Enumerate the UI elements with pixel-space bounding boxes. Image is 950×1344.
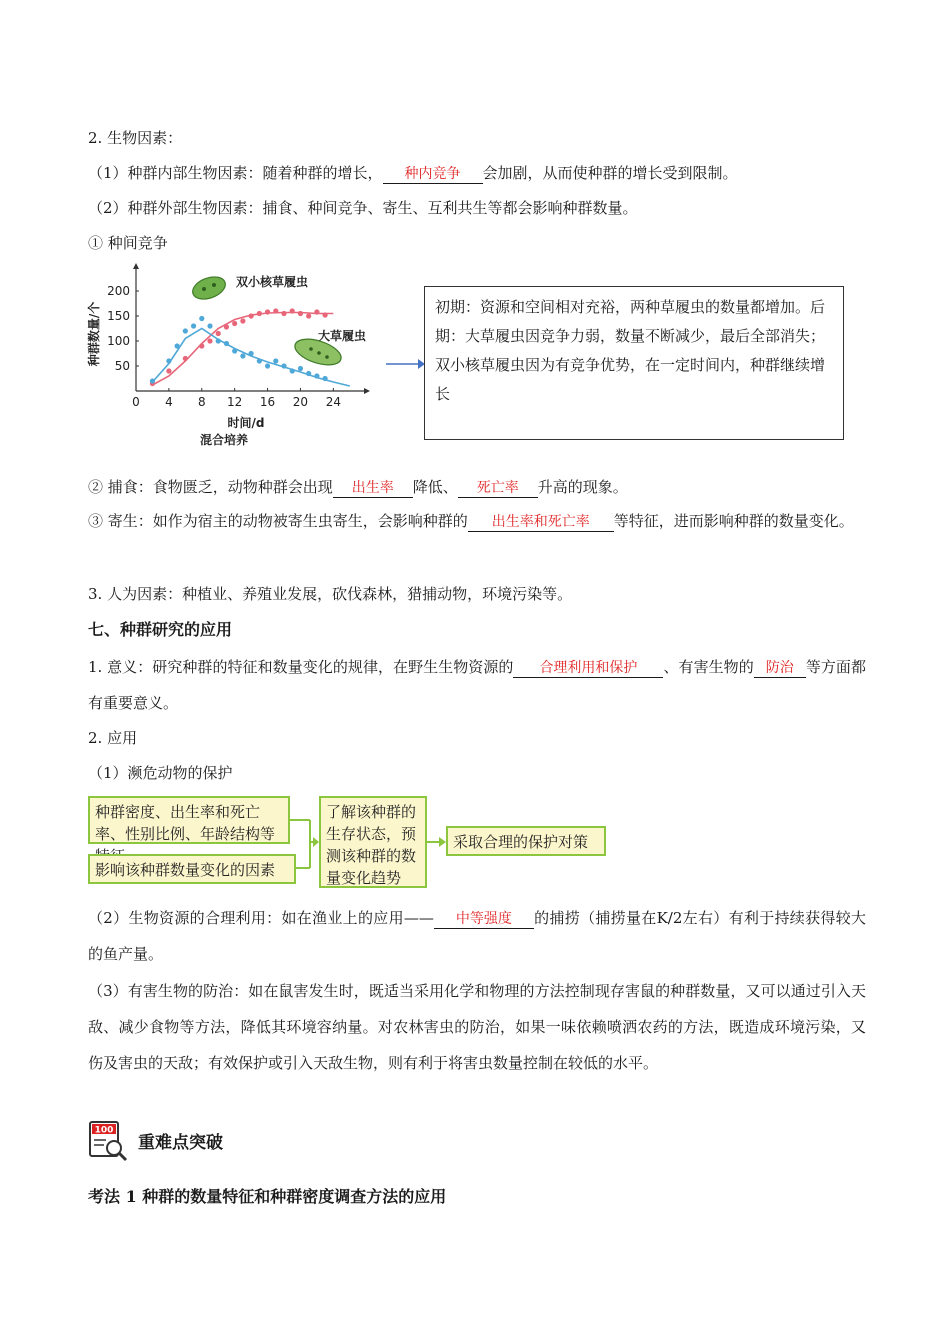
small-paramecium-icon: [190, 273, 229, 303]
data-point-0: [281, 311, 286, 316]
section3-line: 3. 人为因素：种植业、养殖业发展，砍伐森林，猎捕动物，环境污染等。: [88, 585, 573, 603]
competition-callout: 初期：资源和空间相对充裕，两种草履虫的数量都增加。后期：大草履虫因竞争力弱，数量不断减少，最后全部消失；双小核草履虫因为有竞争优势，在一定时间内，种群继续增长: [424, 286, 844, 440]
blank-moderate-intensity: 中等强度: [434, 910, 534, 929]
y-tick-label: 200: [107, 284, 130, 298]
data-point-1: [175, 343, 180, 348]
data-point-0: [298, 311, 303, 316]
x-axis-arrow: [364, 388, 370, 394]
data-point-1: [207, 323, 212, 328]
meaning-para: [88, 649, 866, 721]
data-point-1: [323, 376, 328, 381]
x-tick-label: 16: [259, 395, 276, 409]
data-point-1: [199, 316, 204, 321]
predation-prefix: ② 捕食：食物匮乏，动物种群会出现: [88, 478, 333, 496]
data-point-1: [232, 348, 237, 353]
x-tick-label: 24: [325, 395, 341, 409]
x-axis-label: 时间/d: [227, 416, 265, 430]
y-axis-arrow: [133, 263, 139, 269]
meaning-mid: 、有害生物的: [663, 658, 754, 676]
data-point-0: [323, 312, 328, 317]
data-point-0: [224, 324, 229, 329]
competition-chart: [86, 262, 386, 457]
fishery-para: [88, 900, 866, 972]
exam-method-1: 考法 1 种群的数量特征和种群密度调查方法的应用: [88, 1187, 447, 1206]
flow-box-features: 种群密度、出生率和死亡率、性别比例、年龄结构等: [88, 796, 290, 844]
data-point-0: [216, 331, 221, 336]
pest-control-para: （3）有害生物的防治：如在鼠害发生时，既适当采用化学和物理的方法控制现存害鼠的种群数量，又可以通过引入天敌、减少食物等方法，降低其环境容纳量。对农林害虫的防治，如果一味依赖喷洒农药的方法，既造成环境污染，又伤及害虫的天敌；有效保护或引入天敌生物，则有利于将害虫数量控制在较低的水平。: [88, 982, 866, 1072]
data-point-0: [290, 308, 295, 313]
data-point-0: [257, 311, 262, 316]
blank-intraspecific: 种内竞争: [383, 165, 483, 184]
flow-box-strategy: 采取合理的保护对策: [446, 826, 606, 856]
data-point-0: [207, 338, 212, 343]
blank-control: 防治: [754, 659, 806, 678]
data-point-1: [183, 328, 188, 333]
endangered-title: （1）濒危动物的保护: [88, 764, 233, 782]
data-point-0: [273, 308, 278, 313]
x-tick-label: 0: [132, 395, 140, 409]
chart-caption: 混合培养: [199, 433, 249, 447]
icon-score-text: 100: [94, 1125, 114, 1136]
section7-heading: 七、种群研究的应用: [88, 620, 233, 639]
blank-death-rate: 死亡率: [458, 479, 538, 498]
data-point-0: [249, 313, 254, 318]
data-point-1: [306, 371, 311, 376]
meaning-prefix: 1. 意义：研究种群的特征和数量变化的规律，在野生生物资源的: [88, 658, 514, 676]
predation-mid: 降低、: [412, 478, 458, 496]
data-point-0: [199, 343, 204, 348]
p1-line: [88, 162, 738, 184]
breakthrough-heading: 重难点突破: [138, 1133, 223, 1153]
data-point-0: [232, 321, 237, 326]
flow-arrows: [290, 796, 450, 892]
data-point-0: [166, 368, 171, 373]
p1-suffix: 会加剧，从而使种群的增长受到限制。: [482, 164, 738, 182]
y-axis-label: 种群数量/个: [87, 301, 101, 367]
flow-box-status: 了解该种群的生存状态，预测该种群的数量变化趋势: [319, 796, 427, 888]
fishery-suffix: 的捕捞（捕捞量在K/2左右）有利于持续获得较大的鱼产量。: [88, 909, 867, 963]
data-point-1: [314, 373, 319, 378]
blank-birth-rate: 出生率: [333, 479, 413, 498]
series-label-large: 大草履虫: [318, 329, 367, 343]
data-point-1: [290, 368, 295, 373]
predation-suffix: 升高的现象。: [537, 478, 628, 496]
meaning-suffix: 等方面都有重要意义。: [88, 658, 866, 712]
data-point-0: [183, 356, 188, 361]
data-point-1: [224, 341, 229, 346]
p2-line: （2）种群外部生物因素：捕食、种间竞争、寄生、互利共生等都会影响种群数量。: [88, 199, 638, 217]
data-point-0: [240, 318, 245, 323]
y-tick-label: 150: [107, 309, 130, 323]
x-tick-label: 4: [165, 395, 173, 409]
magnifier-score-icon: [88, 1120, 130, 1164]
data-point-0: [265, 309, 270, 314]
p1-prefix: （1）种群内部生物因素：随着种群的增长，: [88, 164, 383, 182]
parasitism-suffix: 等特征，进而影响种群的数量变化。: [613, 512, 854, 530]
flow-box-factors: 影响该种群数量变化的因素: [88, 854, 296, 884]
data-point-1: [265, 363, 270, 368]
data-point-1: [150, 378, 155, 383]
data-point-1: [240, 353, 245, 358]
x-tick-label: 12: [227, 395, 243, 409]
data-point-1: [273, 358, 278, 363]
data-point-1: [216, 338, 221, 343]
chart-arrow-icon: [384, 356, 426, 372]
blank-rational-use: 合理利用和保护: [513, 659, 663, 678]
data-point-1: [191, 323, 196, 328]
fishery-prefix: （2）生物资源的合理利用：如在渔业上的应用——: [88, 909, 434, 927]
series-label-small: 双小核草履虫: [236, 275, 309, 289]
parasitism-prefix: ③ 寄生：如作为宿主的动物被寄生虫寄生，会影响种群的: [88, 512, 468, 530]
x-tick-label: 8: [197, 395, 206, 409]
application-title: 2. 应用: [88, 729, 138, 747]
blank-birth-death-rate: 出生率和死亡率: [468, 513, 614, 532]
x-tick-label: 20: [292, 395, 309, 409]
competition-title: ① 种间竞争: [88, 234, 168, 252]
data-point-0: [314, 309, 319, 314]
data-point-1: [166, 358, 171, 363]
data-point-1: [281, 363, 286, 368]
y-tick-label: 100: [107, 334, 130, 348]
predation-line: [88, 476, 628, 498]
data-point-1: [257, 358, 262, 363]
parasitism-para: [88, 503, 866, 539]
data-point-0: [306, 313, 311, 318]
section2-title: 2. 生物因素：: [88, 129, 183, 147]
data-point-1: [249, 351, 254, 356]
data-point-1: [298, 366, 303, 371]
y-tick-label: 50: [114, 359, 130, 373]
